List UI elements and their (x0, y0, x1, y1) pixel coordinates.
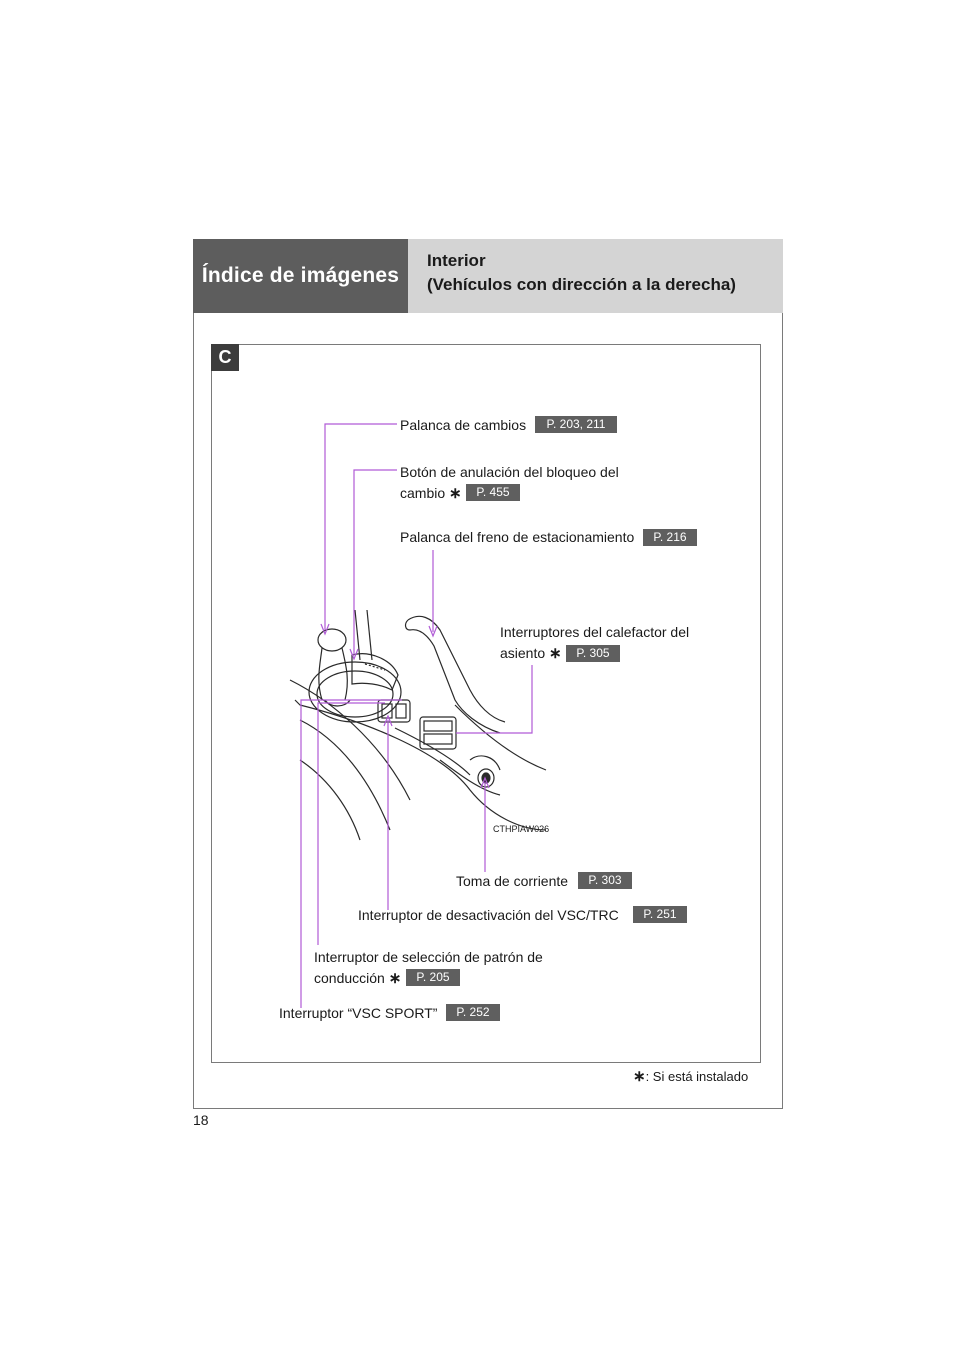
asterisk-icon: ∗ (633, 1068, 646, 1085)
asterisk-icon: ∗ (388, 970, 402, 987)
power-outlet-page-ref[interactable]: P. 303 (578, 872, 632, 889)
shift-lock-label-line2: cambio ∗ (400, 485, 462, 502)
seat-heater-page-ref[interactable]: P. 305 (566, 645, 620, 662)
vsc-sport-page-ref[interactable]: P. 252 (446, 1004, 500, 1021)
asterisk-icon: ∗ (449, 485, 462, 502)
drive-mode-page-ref[interactable]: P. 205 (406, 969, 460, 986)
seat-heater-label: Interruptores del calefactor del (500, 624, 690, 640)
shift-lever-page-ref[interactable]: P. 203, 211 (535, 416, 617, 433)
page-subtitle: (Vehículos con dirección a la derecha) (427, 275, 736, 294)
vsc-off-label: Interruptor de desactivación del VSC/TRC (358, 907, 619, 923)
asterisk-icon: ∗ (549, 645, 562, 662)
drive-mode-label-line2: conducción ∗ (314, 970, 402, 987)
vsc-off-page-ref[interactable]: P. 251 (633, 906, 687, 923)
parking-brake-page-ref[interactable]: P. 216 (643, 529, 697, 546)
footnote (633, 1067, 748, 1085)
parking-brake-label: Palanca del freno de estacionamiento (400, 529, 635, 545)
power-outlet-label: Toma de corriente (456, 873, 569, 889)
seat-heater-label-line2: asiento ∗ (500, 645, 562, 662)
drive-mode-label: Interruptor de selección de patrón de (314, 949, 543, 965)
section-title: Índice de imágenes (201, 264, 400, 287)
shift-lock-label: Botón de anulación del bloqueo del (400, 464, 619, 480)
page-number: 18 (193, 1112, 209, 1128)
shift-lever-label: Palanca de cambios (400, 417, 527, 433)
vsc-sport-label: Interruptor “VSC SPORT” (279, 1005, 438, 1021)
illustration-code: CTHPIAW026 (493, 824, 550, 834)
section-badge: C (211, 344, 239, 371)
page-title: Interior (427, 251, 486, 270)
shift-lock-page-ref[interactable]: P. 455 (466, 484, 520, 501)
footnote-text: : Si está instalado (645, 1069, 749, 1084)
